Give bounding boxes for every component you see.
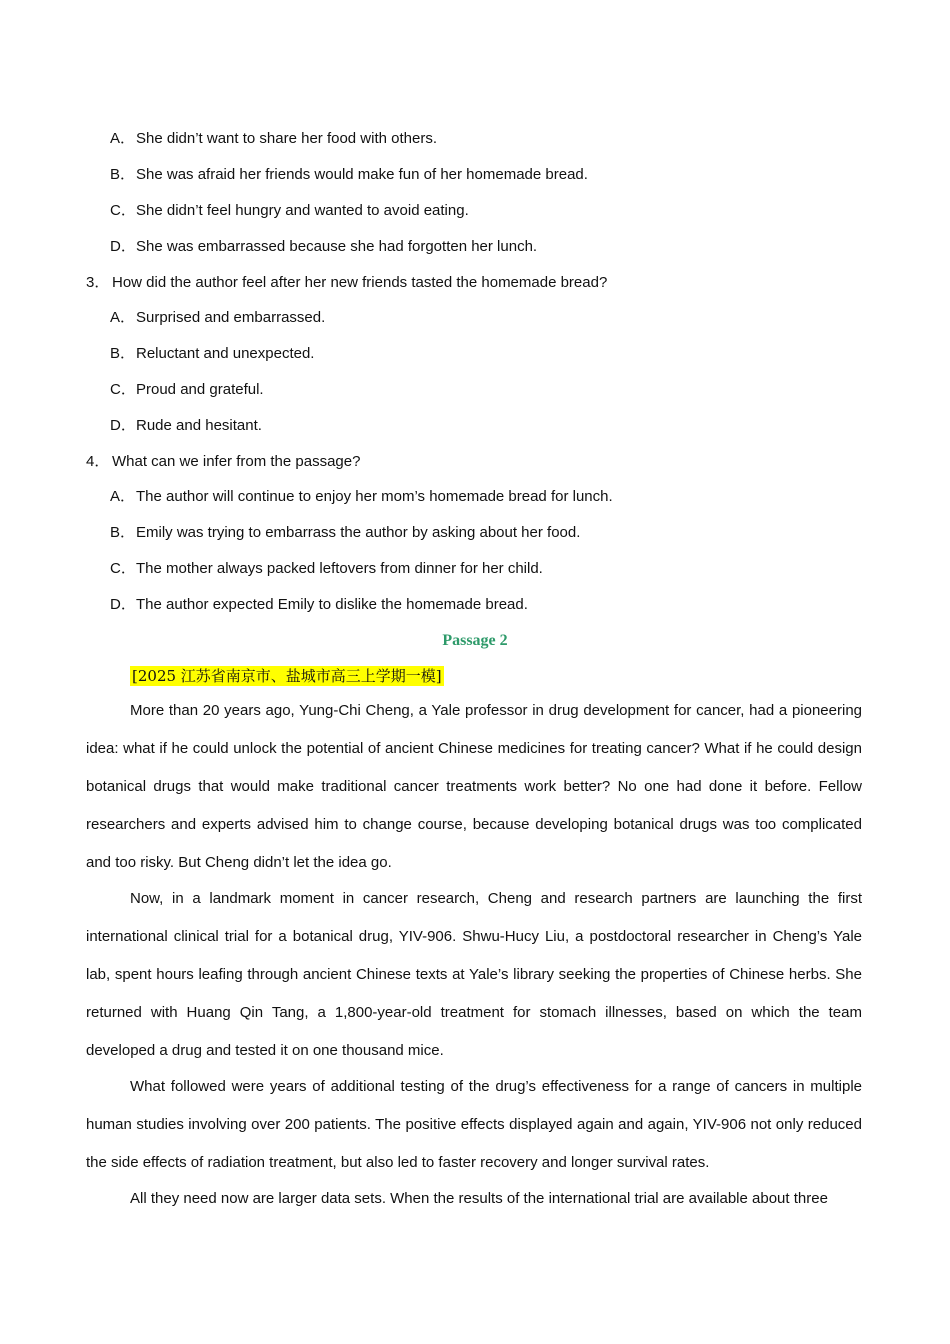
- option-text: She was afraid her friends would make fun of her homemade bread.: [136, 166, 588, 183]
- q4-option-d: [110, 595, 528, 615]
- q4-stem: [86, 452, 360, 472]
- q4-option-c: [110, 559, 543, 579]
- option-text: The author expected Emily to dislike the homemade bread.: [136, 596, 528, 613]
- q4-option-a: [110, 487, 613, 507]
- question-text: What can we infer from the passage?: [112, 453, 361, 470]
- option-label: C．: [110, 381, 136, 398]
- option-text: The author will continue to enjoy her mom’s homemade bread for lunch.: [136, 488, 613, 505]
- option-text: Surprised and embarrassed.: [136, 309, 326, 326]
- option-text: Emily was trying to embarrass the author by asking about her food.: [136, 524, 581, 541]
- option-text: She was embarrassed because she had forgotten her lunch.: [136, 238, 538, 255]
- q3-option-c: [110, 380, 264, 400]
- option-label: B．: [110, 166, 136, 183]
- passage-paragraph-3: What followed were years of additional testing of the drug’s effectiveness for a range of cancers in multiple human studies involving over 200 patients. The positive effects displayed again and again, YIV-906 not only reduced the side effects of radiation treatment, but also led to faster recovery and longer survival rates.: [86, 1078, 862, 1171]
- option-text: Proud and grateful.: [136, 381, 264, 398]
- passage-paragraph-2: Now, in a landmark moment in cancer research, Cheng and research partners are launching the first international clinical trial for a botanical drug, YIV-906. Shwu-Hucy Liu, a postdoctoral researcher in Cheng’s Yale lab, spent hours leafing through ancient Chinese texts at Yale’s library seeking the properties of Chinese herbs. She returned with Huang Qin Tang, a 1,800-year-old treatment for stomach illnesses, based on which the team developed a drug and tested it on one thousand mice.: [86, 890, 862, 1059]
- passage-paragraph-1: More than 20 years ago, Yung-Chi Cheng, a Yale professor in drug development for cancer, had a pioneering idea: what if he could unlock the potential of ancient Chinese medicines for treating cancer? What if he could design botanical drugs that would make traditional cancer treatments work better? No one had done it before. Fellow researchers and experts advised him to change course, because developing botanical drugs was too complicated and too risky. But Cheng didn’t let the idea go.: [86, 702, 862, 871]
- option-label: C．: [110, 202, 136, 219]
- q2-option-d: [110, 237, 537, 257]
- q4-option-b: [110, 523, 580, 543]
- option-text: The mother always packed leftovers from dinner for her child.: [136, 560, 543, 577]
- option-label: C．: [110, 560, 136, 577]
- option-label: A．: [110, 130, 136, 147]
- option-text: Rude and hesitant.: [136, 417, 262, 434]
- source-label: [2025 江苏省南京市、盐城市高三上学期一模]: [132, 667, 442, 685]
- option-label: D．: [110, 596, 136, 613]
- q2-option-c: [110, 201, 469, 221]
- question-number: 3．: [86, 274, 110, 291]
- q3-option-d: [110, 416, 262, 436]
- passage-title: Passage 2: [442, 632, 508, 649]
- q2-option-b: [110, 165, 588, 185]
- option-label: D．: [110, 238, 136, 255]
- question-number: 4．: [86, 453, 110, 470]
- option-label: A．: [110, 309, 136, 326]
- option-text: She didn’t feel hungry and wanted to avoid eating.: [136, 202, 469, 219]
- option-label: B．: [110, 524, 136, 541]
- q3-option-a: [110, 308, 325, 328]
- question-text: How did the author feel after her new friends tasted the homemade bread?: [112, 274, 608, 291]
- passage-paragraph-4: All they need now are larger data sets. When the results of the international trial are available about three: [130, 1190, 828, 1207]
- q3-option-b: [110, 344, 314, 364]
- option-text: She didn’t want to share her food with others.: [136, 130, 438, 147]
- q3-stem: [86, 273, 607, 293]
- option-label: D．: [110, 417, 136, 434]
- option-label: A．: [110, 488, 136, 505]
- option-label: B．: [110, 345, 136, 362]
- option-text: Reluctant and unexpected.: [136, 345, 315, 362]
- q2-option-a: [110, 129, 437, 149]
